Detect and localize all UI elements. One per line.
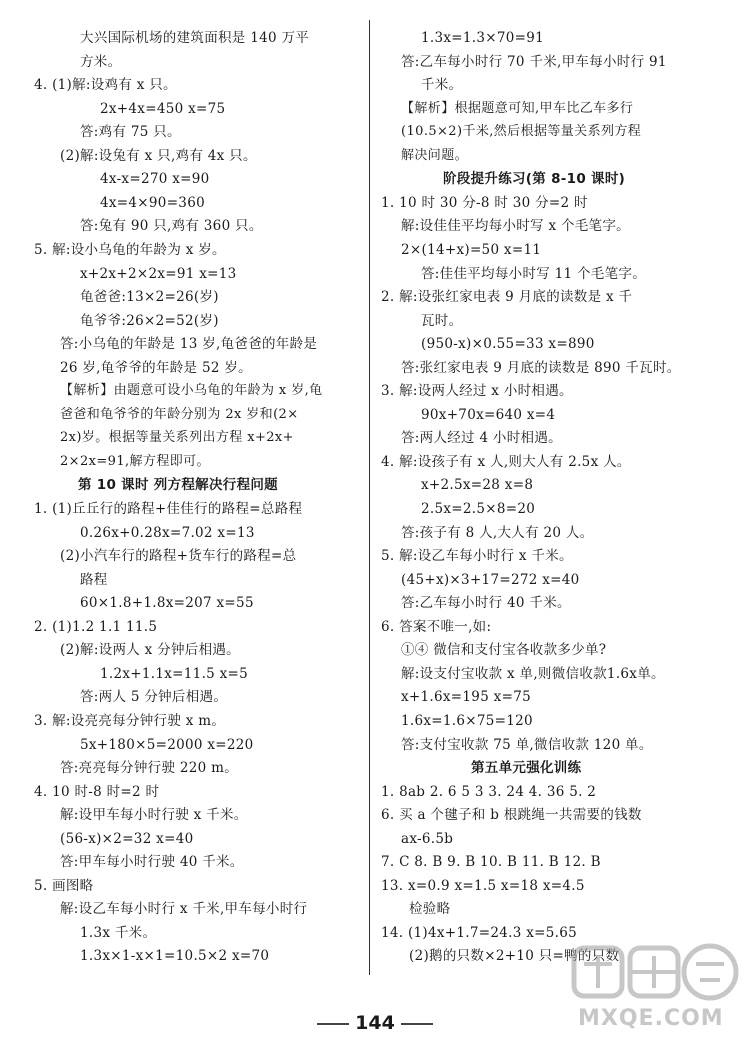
left-line: 4x=4×90=360 <box>100 194 205 211</box>
right-line: (2)鹅的只数×2+10 只=鸭的只数 <box>409 948 620 965</box>
right-line: 7. C 8. B 9. B 10. B 11. B 12. B <box>381 854 601 871</box>
right-line: 2.5x=2.5×8=20 <box>421 501 536 517</box>
right-line: x+2.5x=28 x=8 <box>421 477 534 494</box>
right-line: 1.6x=1.6×75=120 <box>401 712 533 729</box>
left-line: 1.3x 千米。 <box>80 924 157 941</box>
left-line: 解:设甲车每小时行驶 x 千米。 <box>60 807 248 824</box>
left-line: (2)解:设两人 x 分钟后相遇。 <box>60 642 240 659</box>
right-line: 答:乙车每小时行 40 千米。 <box>401 595 571 612</box>
right-line: 6. 买 a 个毽子和 b 根跳绳一共需要的钱数 <box>381 807 642 824</box>
right-line: 6. 答案不唯一,如: <box>381 618 492 635</box>
page-number: 144 <box>355 1012 395 1034</box>
left-line: (2)小汽车行的路程+货车行的路程=总 <box>60 548 297 565</box>
right-line: 1. 10 时 30 分-8 时 30 分=2 时 <box>381 194 588 211</box>
left-line: 3. 解:设亮亮每分钟行驶 x m。 <box>34 712 226 729</box>
left-line: (56-x)×2=32 x=40 <box>60 830 194 847</box>
footer-dash-left <box>317 1023 349 1025</box>
left-line: 1. (1)丘丘行的路程+佳佳行的路程=总路程 <box>34 501 303 517</box>
left-line: 龟爸爸:13×2=26(岁) <box>80 289 219 306</box>
left-line: 方米。 <box>80 53 122 70</box>
left-line: 龟爷爷:26×2=52(岁) <box>80 312 219 329</box>
left-line: 2x+4x=450 x=75 <box>100 100 226 117</box>
left-line: 路程 <box>80 571 108 588</box>
left-line: 2x)岁。根据等量关系列出方程 x+2x+ <box>60 430 294 446</box>
right-line: 5. 解:设乙车每小时行 x 千米。 <box>381 548 573 565</box>
left-line: 大兴国际机场的建筑面积是 140 万平 <box>80 30 310 46</box>
right-line: 解:设支付宝收款 x 单,则微信收款1.6x单。 <box>401 665 665 682</box>
right-line: (10.5×2)千米,然后根据等量关系列方程 <box>401 124 642 140</box>
column-divider <box>369 20 370 975</box>
right-line: 解:设佳佳平均每小时写 x 个毛笔字。 <box>401 218 630 235</box>
left-line: 5. 解:设小乌龟的年龄为 x 岁。 <box>34 241 226 258</box>
right-line: 3. 解:设两人经过 x 小时相遇。 <box>381 383 573 400</box>
left-line: 答:两人 5 分钟后相遇。 <box>80 689 228 706</box>
left-line: 答:小乌龟的年龄是 13 岁,龟爸爸的年龄是 <box>60 336 318 353</box>
right-line: 答:佳佳平均每小时写 11 个毛笔字。 <box>421 265 647 282</box>
right-line: 【解析】根据题意可知,甲车比乙车多行 <box>401 100 634 116</box>
right-line: 千米。 <box>421 77 463 94</box>
watermark-text: MXQE.COM <box>578 1006 724 1031</box>
right-line: ax-6.5b <box>401 830 454 847</box>
right-line: 90x+70x=640 x=4 <box>421 406 556 423</box>
right-line: x+1.6x=195 x=75 <box>401 689 531 706</box>
right-line: 答:支付宝收款 75 单,微信收款 120 单。 <box>401 736 653 753</box>
left-line: 4. (1)解:设鸡有 x 只。 <box>34 77 177 94</box>
right-line: 答:乙车每小时行 70 千米,甲车每小时行 91 <box>401 53 667 70</box>
left-line: 26 岁,龟爷爷的年龄是 52 岁。 <box>60 359 252 376</box>
left-line: 答:甲车每小时行驶 40 千米。 <box>60 854 244 871</box>
right-line: 14. (1)4x+1.7=24.3 x=5.65 <box>381 924 578 941</box>
left-line: 5x+180×5=2000 x=220 <box>80 736 254 753</box>
left-line: 4x-x=270 x=90 <box>100 171 210 188</box>
left-line: 4. 10 时-8 时=2 时 <box>34 783 160 800</box>
left-line: 解:设乙车每小时行 x 千米,甲车每小时行 <box>60 901 308 918</box>
right-line: (950-x)×0.55=33 x=890 <box>421 336 595 353</box>
right-line: ①④ 微信和支付宝各收款多少单? <box>401 642 607 659</box>
left-line: x+2x+2×2x=91 x=13 <box>80 265 237 282</box>
right-line: 13. x=0.9 x=1.5 x=18 x=4.5 <box>381 877 585 894</box>
left-line: 1.2x+1.1x=11.5 x=5 <box>100 665 249 682</box>
left-line: 2×2x=91,解方程即可。 <box>60 453 210 469</box>
footer-dash-right <box>401 1023 433 1025</box>
left-line: 第 10 课时 列方程解决行程问题 <box>78 477 278 494</box>
left-line: 爸爸和龟爷爷的年龄分别为 2x 岁和(2× <box>60 406 299 422</box>
watermark-logo <box>570 938 745 1038</box>
right-line: 答:孩子有 8 人,大人有 20 人。 <box>401 524 594 541</box>
watermark-icon <box>570 938 745 1008</box>
right-line: 答:两人经过 4 小时相遇。 <box>401 430 562 447</box>
right-line: 2×(14+x)=50 x=11 <box>401 241 542 258</box>
right-line: 2. 解:设张红家电表 9 月底的读数是 x 千 <box>381 289 633 306</box>
right-line: 1. 8ab 2. 6 5 3 3. 24 4. 36 5. 2 <box>381 783 597 800</box>
left-line: 1.3x×1-x×1=10.5×2 x=70 <box>80 948 270 965</box>
right-line: 解决问题。 <box>401 147 469 163</box>
right-line: 阶段提升练习(第 8-10 课时) <box>443 171 626 188</box>
right-line: (45+x)×3+17=272 x=40 <box>401 571 580 588</box>
left-line: 答:兔有 90 只,鸡有 360 只。 <box>80 218 263 235</box>
right-line: 瓦时。 <box>421 312 463 329</box>
right-line: 1.3x=1.3×70=91 <box>421 30 545 46</box>
right-line: 4. 解:设孩子有 x 人,则大人有 2.5x 人。 <box>381 453 631 470</box>
left-line: 答:鸡有 75 只。 <box>80 124 181 141</box>
left-line: 60×1.8+1.8x=207 x=55 <box>80 595 254 612</box>
right-line: 检验略 <box>409 901 451 918</box>
right-line: 答:张红家电表 9 月底的读数是 890 千瓦时。 <box>401 359 681 376</box>
left-line: 答:亮亮每分钟行驶 220 m。 <box>60 760 238 777</box>
left-line: (2)解:设兔有 x 只,鸡有 4x 只。 <box>60 147 257 164</box>
right-line: 第五单元强化训练 <box>471 760 582 777</box>
left-line: 5. 画图略 <box>34 877 94 894</box>
left-line: 2. (1)1.2 1.1 11.5 <box>34 618 158 635</box>
left-line: 【解析】由题意可设小乌龟的年龄为 x 岁,龟 <box>60 383 323 399</box>
left-line: 0.26x+0.28x=7.02 x=13 <box>80 524 255 541</box>
